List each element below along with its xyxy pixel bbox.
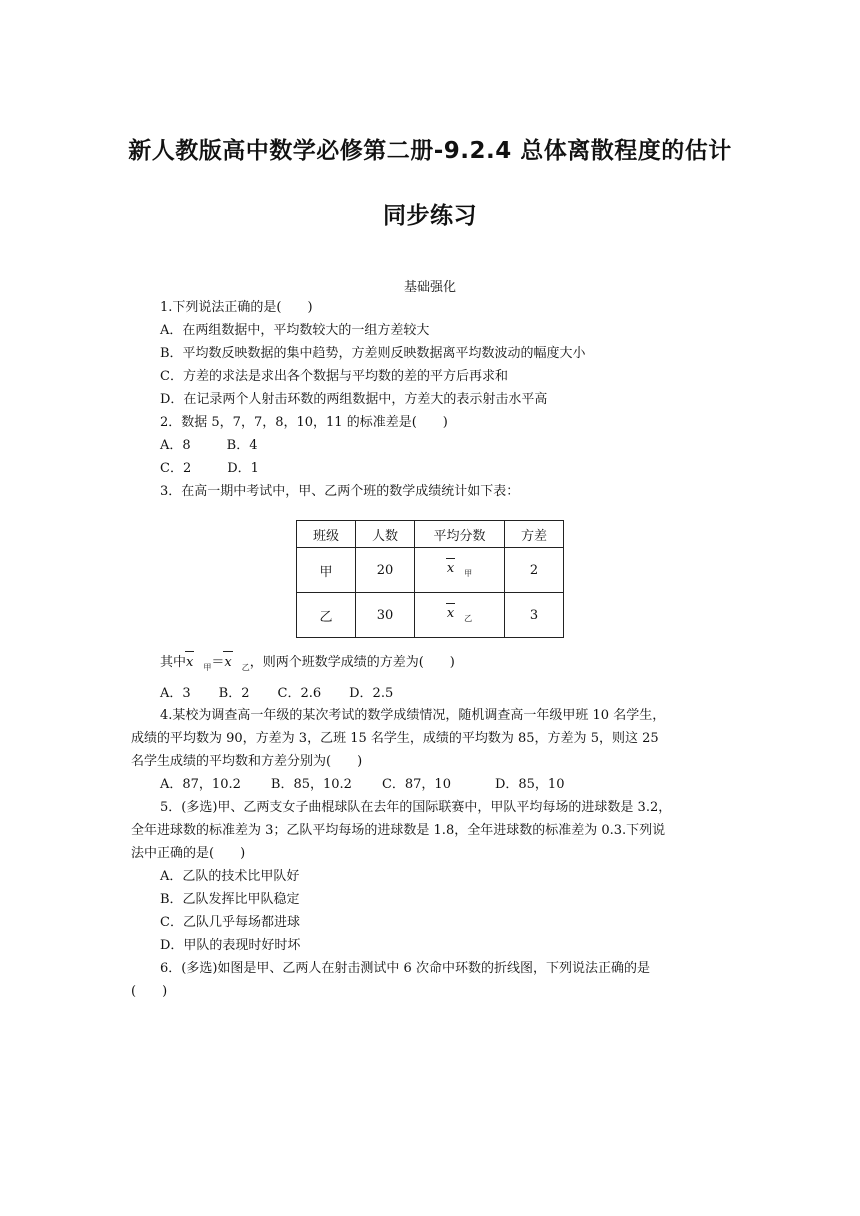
table-cell-mean	[415, 593, 505, 638]
q6-stem-line1: 6．(多选)如图是甲、乙两人在射击测试中 6 次命中环数的折线图，下列说法正确的是	[160, 961, 650, 976]
q1-option-a: A．在两组数据中，平均数较大的一组方差较大	[160, 323, 430, 338]
q3-option-b: B．2	[218, 686, 250, 701]
q2-option-a: A．8	[160, 438, 191, 453]
table-cell-class: 乙	[297, 593, 356, 638]
table-cell-variance: 2	[505, 548, 564, 593]
table-header-cell: 班级	[297, 521, 356, 548]
table-header-cell: 人数	[356, 521, 415, 548]
q5-stem-line2: 全年进球数的标准差为 3；乙队平均每场的进球数是 1.8，全年进球数的标准差为 0.3.下列说	[131, 823, 666, 838]
mean-symbol: x	[224, 655, 232, 670]
table-cell-class: 甲	[297, 548, 356, 593]
q4-option-c: C．87，10	[381, 777, 451, 792]
q1-option-d: D．在记录两个人射击环数的两组数据中，方差大的表示射击水平高	[160, 392, 548, 407]
table-row	[297, 593, 564, 638]
q1-option-b: B．平均数反映数据的集中趋势，方差则反映数据离平均数波动的幅度大小	[160, 346, 586, 361]
equals-sign: ＝	[211, 655, 225, 670]
q2-options-row2	[160, 460, 259, 478]
mean-subscript: 甲	[203, 663, 212, 672]
q6-stem-line2: ( )	[131, 984, 168, 999]
table-header-cell: 方差	[505, 521, 564, 548]
q1-stem: 1.下列说法正确的是( )	[160, 300, 313, 315]
q5-option-b: B．乙队发挥比甲队稳定	[160, 892, 300, 907]
q3-note	[160, 654, 455, 677]
q4-options	[160, 776, 564, 794]
q3-option-a: A．3	[160, 686, 191, 701]
mean-subscript: 甲	[464, 569, 473, 578]
q5-stem-line3: 法中正确的是( )	[131, 846, 246, 861]
q3-option-c: C．2.6	[277, 686, 322, 701]
q1-option-c: C．方差的求法是求出各个数据与平均数的差的平方后再求和	[160, 369, 508, 384]
q2-option-d: D．1	[227, 461, 259, 476]
q4-stem-line1: 4.某校为调查高一年级的某次考试的数学成绩情况，随机调查高一年级甲班 10 名学生，	[160, 708, 666, 723]
q5-option-d: D．甲队的表现时好时坏	[160, 938, 301, 953]
q2-stem: 2．数据 5，7，7，8，10，11 的标准差是( )	[160, 415, 448, 430]
q2-option-b: B．4	[226, 438, 258, 453]
mean-symbol: x	[186, 655, 194, 670]
q2-options-row1	[160, 437, 258, 455]
document-title-line1: 新人教版高中数学必修第二册-9.2.4 总体离散程度的估计	[128, 138, 732, 164]
q4-option-a: A．87，10.2	[160, 777, 241, 792]
q5-option-c: C．乙队几乎每场都进球	[160, 915, 300, 930]
q3-stats-table	[296, 520, 564, 638]
q2-option-c: C．2	[160, 461, 192, 476]
table-cell-mean	[415, 548, 505, 593]
q4-option-d: D．85，10	[494, 777, 565, 792]
document-title-line2: 同步练习	[383, 203, 477, 229]
q5-stem-line1: 5．(多选)甲、乙两支女子曲棍球队在去年的国际联赛中，甲队平均每场的进球数是 3.2，	[160, 800, 672, 815]
q4-stem-line3: 名学生成绩的平均数和方差分别为( )	[131, 754, 363, 769]
section-heading: 基础强化	[403, 280, 456, 295]
mean-subscript: 乙	[464, 614, 473, 623]
mean-symbol: x	[446, 606, 455, 621]
table-header-cell: 平均分数	[415, 521, 505, 548]
q5-option-a: A．乙队的技术比甲队好	[160, 869, 300, 884]
table-cell-variance: 3	[505, 593, 564, 638]
mean-subscript: 乙	[241, 663, 250, 672]
table-row	[297, 548, 564, 593]
q3-options	[160, 685, 393, 703]
q3-stem: 3．在高一期中考试中，甲、乙两个班的数学成绩统计如下表：	[160, 484, 520, 499]
table-cell-count: 20	[356, 548, 415, 593]
q3-note-suffix: ，则两个班数学成绩的方差为( )	[249, 655, 455, 670]
mean-symbol: x	[446, 561, 455, 576]
q3-note-prefix: 其中	[160, 655, 187, 670]
table-cell-count: 30	[356, 593, 415, 638]
table-header-row	[297, 521, 564, 548]
q4-stem-line2: 成绩的平均数为 90，方差为 3，乙班 15 名学生，成绩的平均数为 85，方差为 5，则这 25	[131, 731, 659, 746]
q4-option-b: B．85，10.2	[270, 777, 352, 792]
q3-option-d: D．2.5	[349, 686, 394, 701]
